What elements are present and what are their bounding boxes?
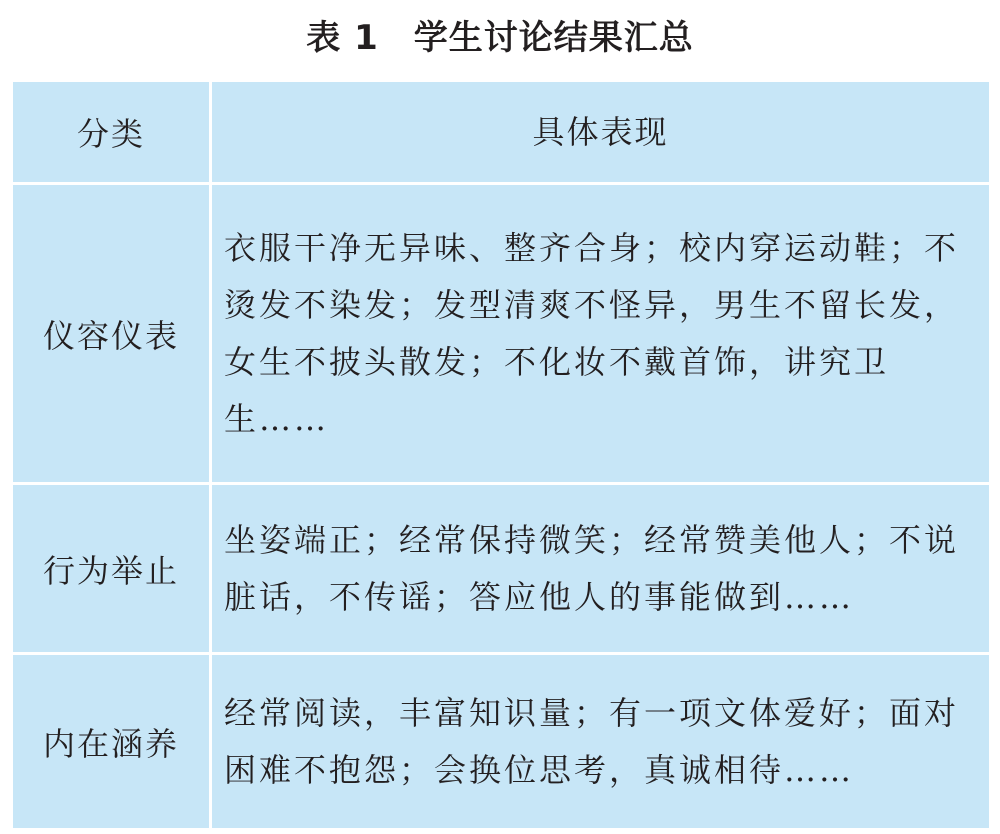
- row-category-appearance: 仪容仪表: [42, 316, 179, 355]
- row-category-behavior: 行为举止: [42, 551, 179, 590]
- row-detail-appearance: 衣服干净无异味、整齐合身；校内穿运动鞋；不烫发不染发；发型清爽不怪异，男生不留长发，女生不披头散发；不化妆不戴首饰，讲究卫生……: [224, 228, 960, 438]
- table-title: 表 1 学生讨论结果汇总: [306, 18, 694, 58]
- row-category-cultivation: 内在涵养: [42, 724, 179, 763]
- header-category: 分类: [76, 115, 145, 153]
- row-detail-cultivation: 经常阅读，丰富知识量；有一项文体爱好；面对困难不抱怨；会换位思考，真诚相待……: [224, 693, 960, 789]
- summary-table: [13, 82, 989, 828]
- row-detail-behavior: 坐姿端正；经常保持微笑；经常赞美他人；不说脏话，不传谣；答应他人的事能做到……: [224, 520, 960, 616]
- header-detail: 具体表现: [532, 112, 669, 151]
